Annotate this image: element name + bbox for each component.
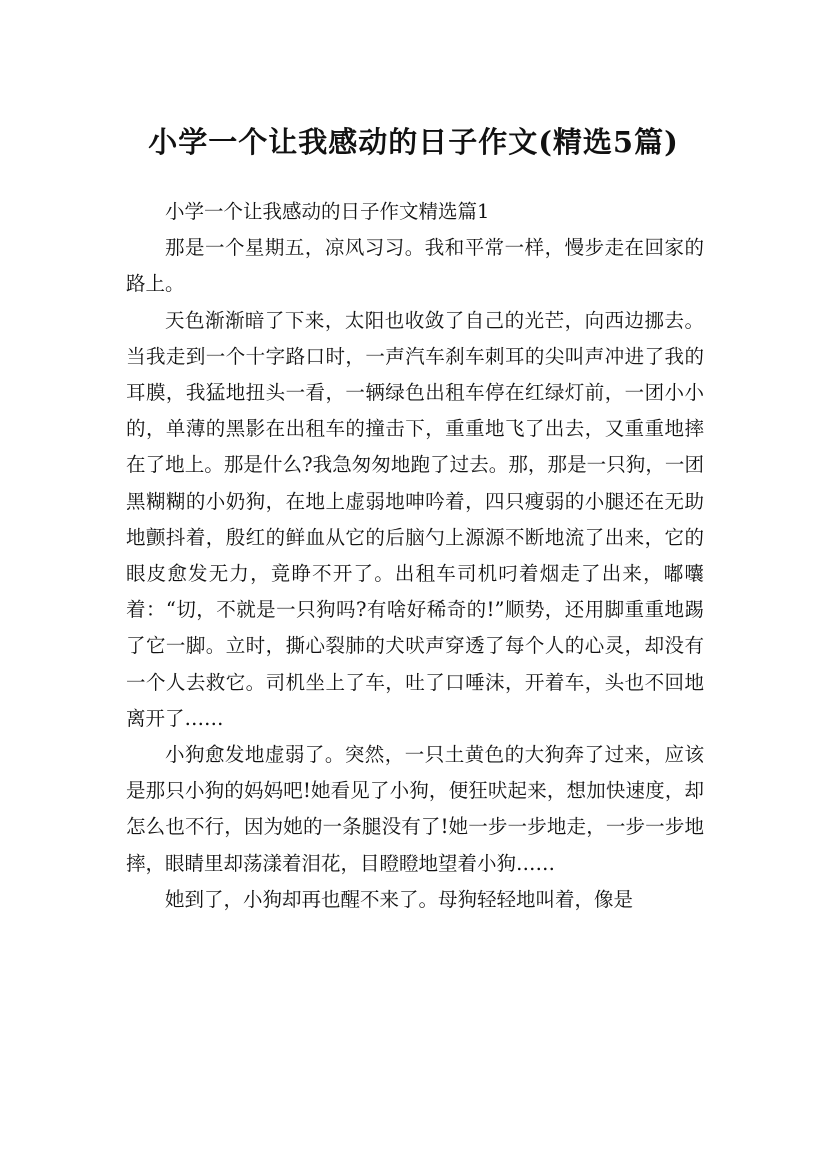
document-title: 小学一个让我感动的日子作文(精选5篇)	[148, 125, 679, 160]
document-body	[126, 194, 704, 918]
paragraph-3: 小狗愈发地虚弱了。突然，一只土黄色的大狗奔了过来，应该是那只小狗的妈妈吧!她看见了小狗，便狂吠起来，想加快速度，却怎么也不行，因为她的一条腿没有了!她一步一步地走，一步一步地摔，眼睛里却荡漾着泪花，目瞪瞪地望着小狗……	[126, 743, 704, 875]
paragraph-4: 她到了，小狗却再也醒不来了。母狗轻轻地叫着，像是	[165, 887, 634, 911]
section-heading: 小学一个让我感动的日子作文精选篇1	[165, 200, 490, 223]
paragraph-1: 那是一个星期五，凉风习习。我和平常一样，慢步走在回家的路上。	[126, 236, 704, 296]
paragraph-2: 天色渐渐暗了下来，太阳也收敛了自己的光芒，向西边挪去。当我走到一个十字路口时，一声汽车刹车刺耳的尖叫声冲进了我的耳膜，我猛地扭头一看，一辆绿色出租车停在红绿灯前，一团小小的，单薄的黑影在出租车的撞击下，重重地飞了出去，又重重地摔在了地上。那是什么?我急匆匆地跑了过去。那，那是一只狗，一团黑糊糊的小奶狗，在地上虚弱地呻吟着，四只瘦弱的小腿还在无助地颤抖着，殷红的鲜血从它的后脑勺上源源不断地流了出来，它的眼皮愈发无力，竟睁不开了。出租车司机叼着烟走了出来，嘟囔着：“切，不就是一只狗吗?有啥好稀奇的!”顺势，还用脚重重地踢了它一脚。立时，撕心裂肺的犬吠声穿透了每个人的心灵，却没有一个人去救它。司机坐上了车，吐了口唾沫，开着车，头也不回地离开了……	[126, 308, 704, 730]
